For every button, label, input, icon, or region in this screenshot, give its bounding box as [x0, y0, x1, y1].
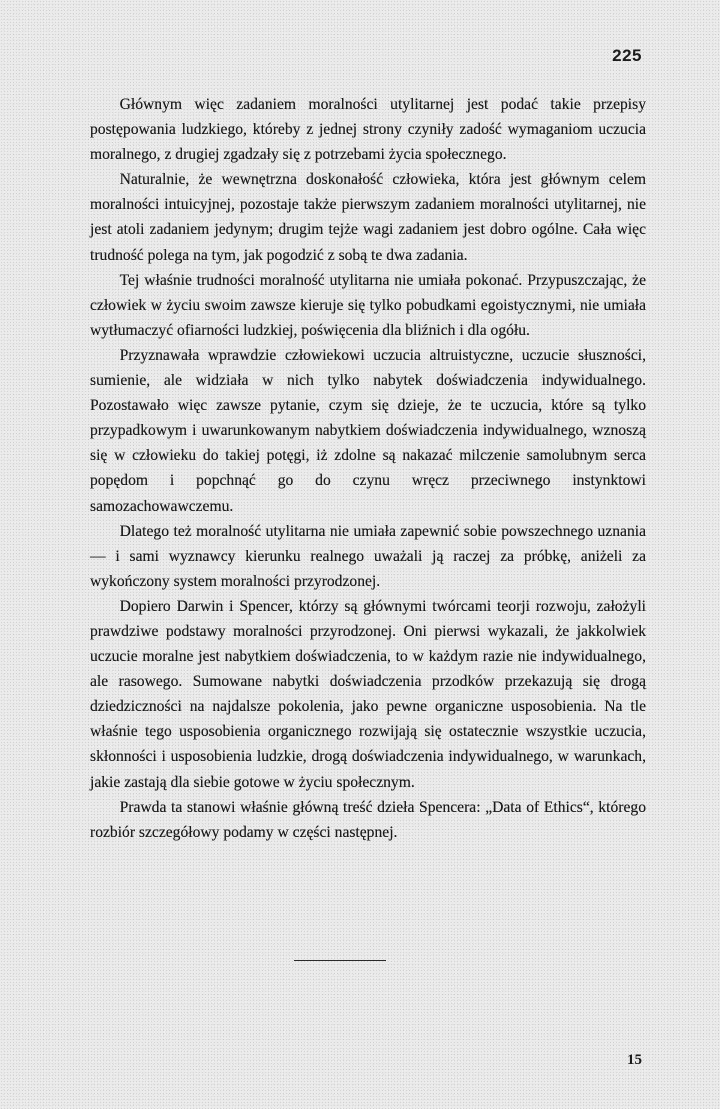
section-divider [294, 960, 386, 961]
signature-mark: 15 [627, 1052, 642, 1068]
paragraph: Przyznawała wprawdzie człowiekowi uczucia altruistyczne, uczucie słuszności, sumienie, ale widziała w nich tylko nabytek doświadczenia indywidualnego. Pozostawało więc zawsze pytanie, czym się dzieje, że te uczucia, które są tylko przypadkowym i uwarunkowanym nabytkiem doświadczenia indywidualnego, wznoszą się w człowieku do takiej potęgi, iż zdolne są nakazać milczenie samolubnym serca popędom i popchnąć go do czynu wręcz przeciwnego instynktowi samozachowawczemu. [90, 346, 646, 515]
paragraph: Dlatego też moralność utylitarna nie umiała zapewnić sobie powszechnego uznania — i sami wyznawcy kierunku realnego uważali ją raczej za próbkę, aniżeli za wykończony system moralności przyrodzonej. [90, 522, 646, 590]
body-text [90, 92, 646, 845]
paragraph: Głównym więc zadaniem moralności utylitarnej jest podać takie przepisy postępowania ludzkiego, któreby z jednej strony czyniły zadość wymaganiom uczucia moralnego, z drugiej zgadzały się z potrzebami życia społecznego. [90, 96, 646, 164]
paragraph: Prawda ta stanowi właśnie główną treść dzieła Spencera: „Data of Ethics“, którego rozbiór szczegółowy podamy w części następnej. [90, 798, 646, 841]
paragraph: Dopiero Darwin i Spencer, którzy są głównymi twórcami teorji rozwoju, założyli prawdziwe podstawy moralności przyrodzonej. Oni pierwsi wykazali, że jakkolwiek uczucie moralne jest nabytkiem doświadczenia, to w każdym razie nie indywidualnego, ale rasowego. Sumowane nabytki doświadczenia przodków przekazują się drogą dziedziczności na najdalsze pokolenia, jako pewne organiczne usposobienia. Na tle właśnie tego usposobienia organicznego rozwijają się ostatecznie wszystkie uczucia, skłonności i usposobienia ludzkie, drogą doświadczenia indywidualnego, w warunkach, jakie zastają dla siebie gotowe w życiu społecznym. [90, 597, 646, 791]
page-number: 225 [612, 46, 642, 65]
paragraph: Naturalnie, że wewnętrzna doskonałość człowieka, która jest głównym celem moralności intuicyjnej, pozostaje także pierwszym zadaniem moralności utylitarnej, nie jest atoli zadaniem jedynym; drugim tejże wagi zadaniem jest dobro ogólne. Cała więc trudność polega na tym, jak pogodzić z sobą te dwa zadania. [90, 171, 646, 264]
paragraph: Tej właśnie trudności moralność utylitarna nie umiała pokonać. Przypuszczając, że człowiek w życiu swoim zawsze kieruje się tylko pobudkami egoistycznymi, nie umiała wytłumaczyć ofiarności ludzkiej, poświęcenia dla bliźnich i dla ogółu. [90, 271, 646, 339]
